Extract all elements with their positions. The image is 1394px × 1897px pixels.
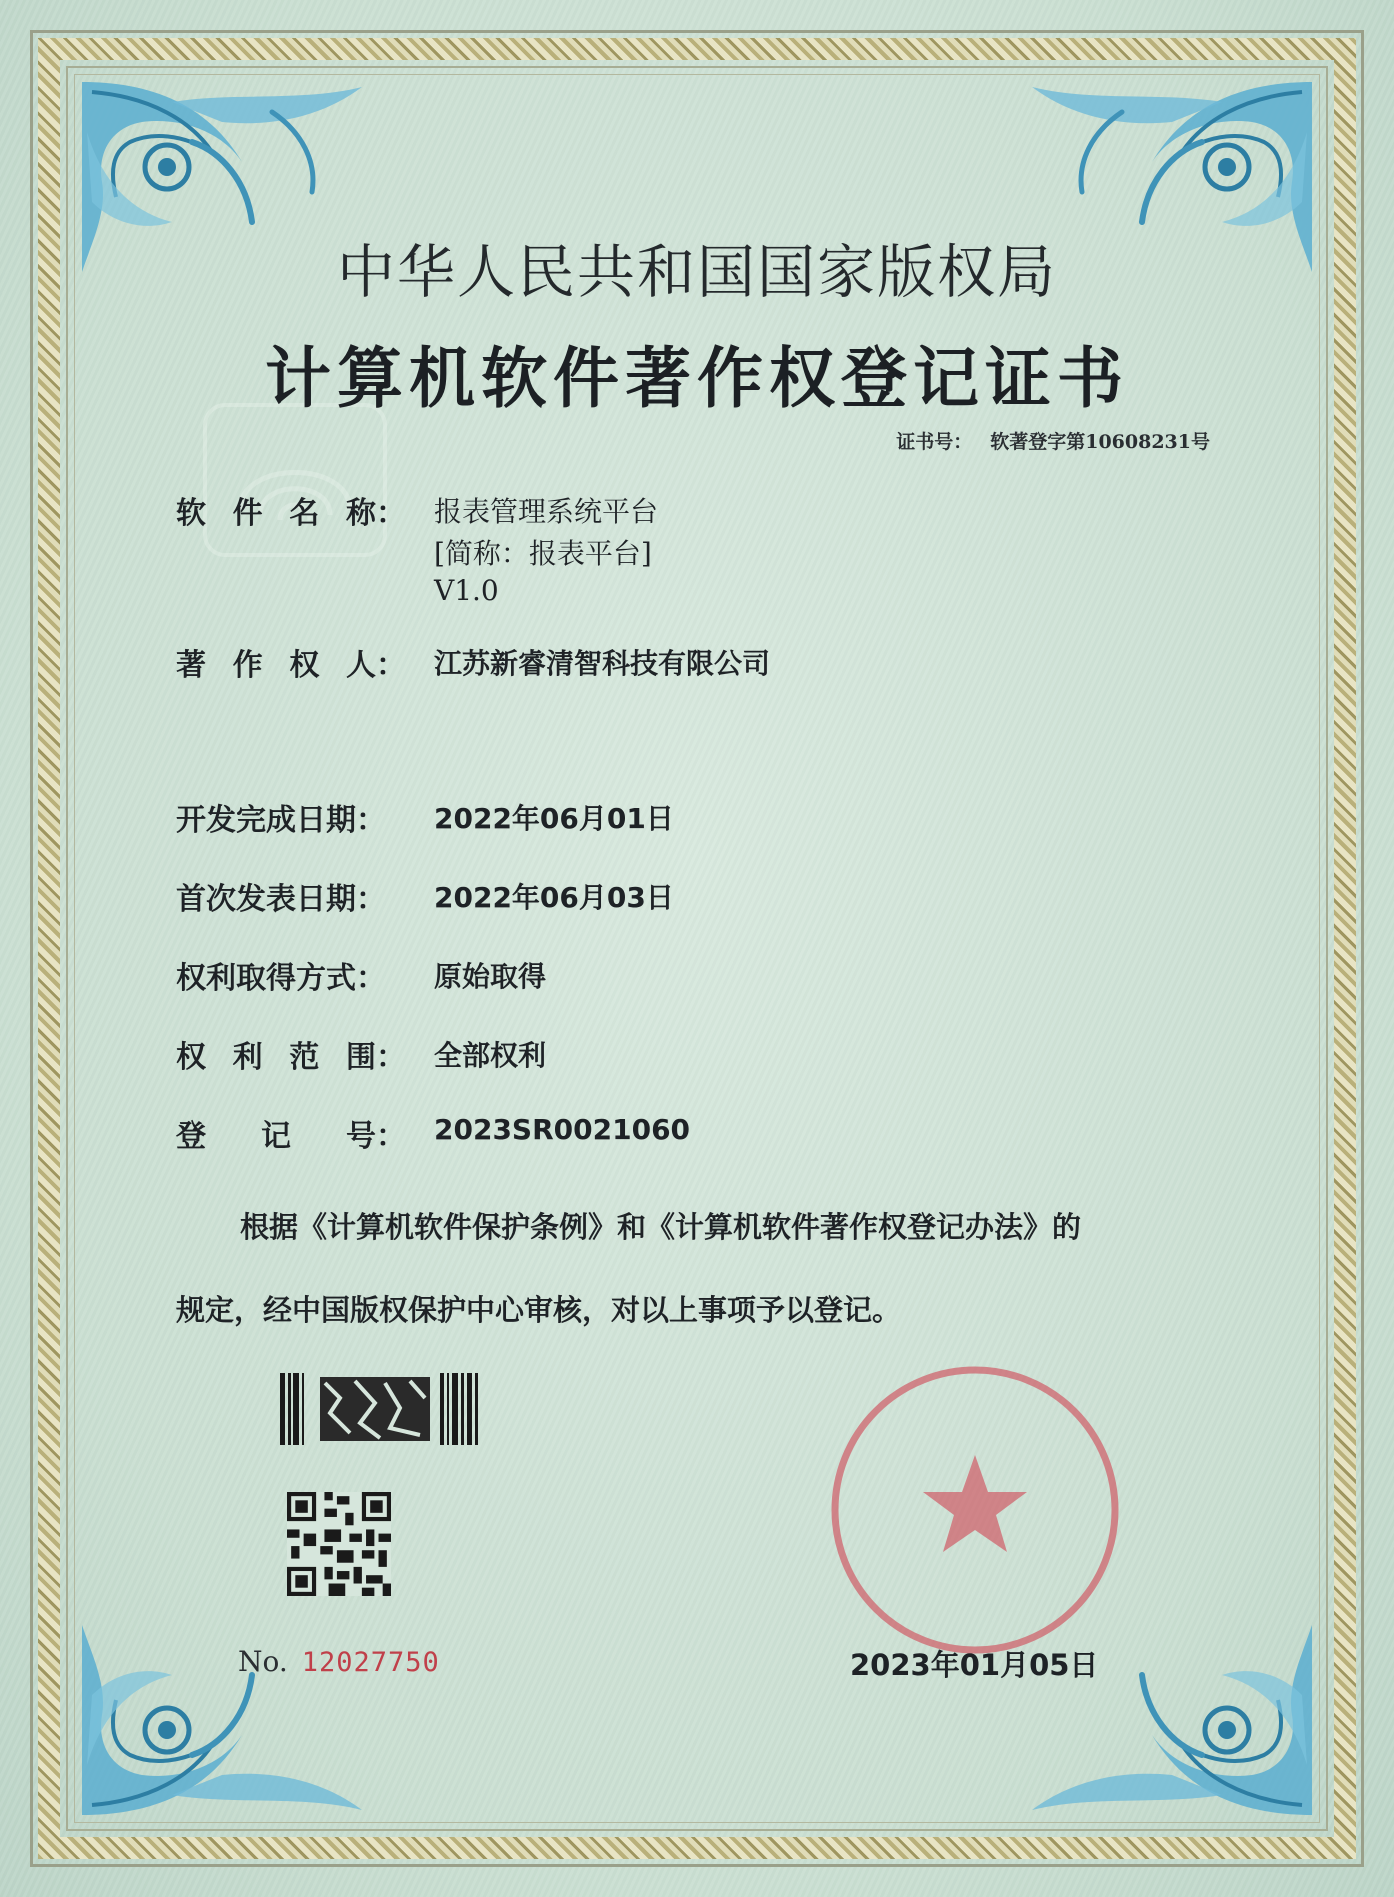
issue-date: 2023年01月05日 (850, 1648, 1099, 1682)
statement-line-1: 根据《计算机软件保护条例》和《计算机软件著作权登记办法》的 (240, 1210, 1082, 1244)
software-name-line: 报表管理系统平台 (434, 495, 659, 528)
statement-line-2: 规定，经中国版权保护中心审核，对以上事项予以登记。 (176, 1293, 902, 1327)
barcode-icon (280, 1373, 480, 1445)
dev-date-label: 开发完成日期： (176, 803, 386, 838)
software-version-line: V1.0 (434, 574, 499, 607)
certificate-number (896, 427, 1210, 454)
reg-no-label: 登 记 号： (176, 1119, 406, 1154)
acquire-method-value: 原始取得 (434, 960, 547, 993)
reg-no-value: 2023SR0021060 (434, 1113, 691, 1146)
issuer-title: 中华人民共和国国家版权局 (336, 238, 1057, 306)
scope-value: 全部权利 (434, 1039, 547, 1072)
publish-date-label: 首次发表日期： (176, 882, 386, 917)
serial-number-value: 12027750 (301, 1647, 440, 1678)
serial-prefix: No. (238, 1645, 288, 1678)
embossed-watermark-icon (200, 400, 390, 560)
certificate-title: 计算机软件著作权登记证书 (265, 339, 1129, 417)
acquire-method-label: 权利取得方式： (176, 961, 386, 996)
official-seal-icon (825, 1360, 1125, 1660)
certificate-number-label: 证书号： (896, 431, 973, 453)
dev-date-value: 2022年06月01日 (434, 802, 674, 835)
owner-label: 著 作 权 人： (176, 648, 406, 683)
publish-date-value: 2022年06月03日 (434, 881, 674, 914)
qr-code-icon (287, 1492, 391, 1596)
certificate-number-value: 软著登字第10608231号 (990, 431, 1210, 453)
owner-value: 江苏新睿清智科技有限公司 (434, 647, 771, 680)
scope-label: 权 利 范 围： (176, 1040, 406, 1075)
serial-number (238, 1645, 440, 1678)
software-name-label: 软 件 名 称： (176, 496, 406, 531)
software-short-name-line: [简称：报表平台] (434, 537, 652, 570)
